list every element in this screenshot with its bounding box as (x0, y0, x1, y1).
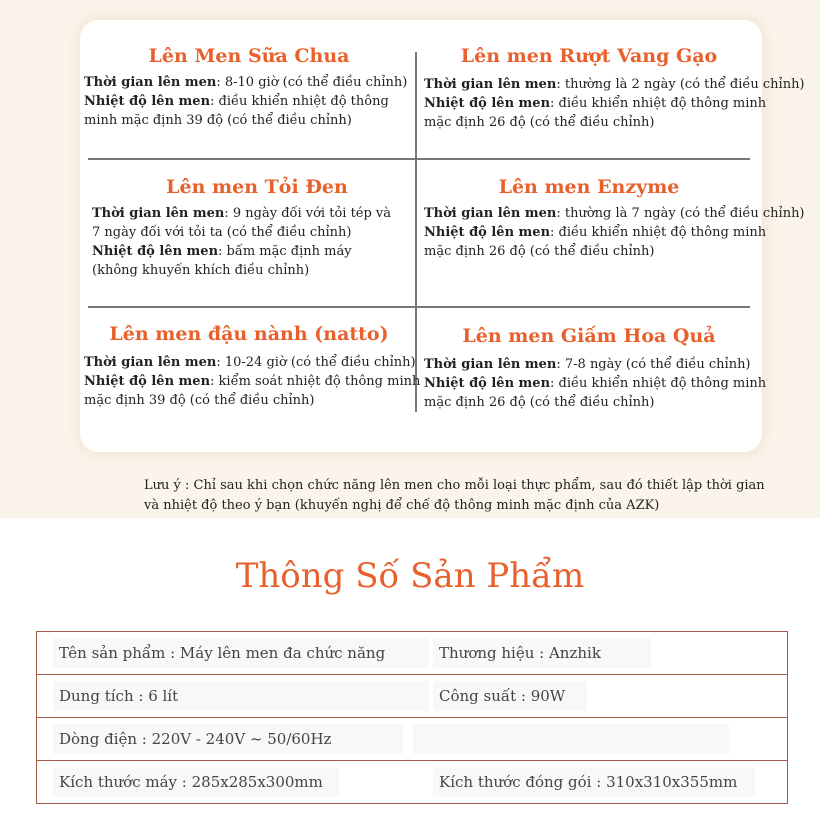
mode-title: Lên men Giấm Hoa Quả (462, 325, 716, 347)
mode-line: mặc định 26 độ (có thể điều chỉnh) (424, 244, 655, 259)
mode-line: mặc định 26 độ (có thể điều chỉnh) (424, 395, 655, 410)
mode-line: (không khuyến khích điều chỉnh) (92, 263, 310, 278)
specs-row (37, 717, 787, 760)
mode-line: Nhiệt độ lên men: bấm mặc định máy (92, 244, 352, 259)
note-line-1: Lưu ý : Chỉ sau khi chọn chức năng lên men cho mỗi loại thực phẩm, sau đó thiết lập thời gian (144, 478, 765, 493)
spec-power: Công suất : 90W (433, 681, 587, 711)
mode-rice-wine (424, 45, 805, 132)
mode-title: Lên Men Sữa Chua (148, 45, 350, 67)
specs-title: Thông Số Sản Phẩm (235, 556, 585, 596)
mode-line: Nhiệt độ lên men: điều khiển nhiệt độ thông (84, 94, 389, 109)
mode-line: mặc định 39 độ (có thể điều chỉnh) (84, 393, 315, 408)
specs-row (37, 760, 787, 803)
specs-table (36, 631, 788, 804)
mode-title: Lên men Tỏi Đen (166, 176, 348, 198)
mode-line: 7 ngày đối với tỏi ta (có thể điều chỉnh) (92, 225, 352, 240)
mode-line: Thời gian lên men: 10-24 giờ (có thể điều chỉnh) (84, 355, 416, 370)
spec-package-size: Kích thước đóng gói : 310x310x355mm (433, 767, 755, 797)
mode-line: Nhiệt độ lên men: điều khiển nhiệt độ thông minh (424, 225, 767, 240)
mode-title: Lên men Rượt Vang Gạo (460, 45, 718, 67)
specs-row (37, 632, 787, 674)
mode-yogurt (84, 45, 414, 130)
mode-line: Thời gian lên men: thường là 7 ngày (có thể điều chỉnh) (424, 206, 805, 221)
mode-fruit-vinegar (424, 325, 767, 412)
grid-divider-2 (88, 306, 750, 308)
note-line-2: và nhiệt độ theo ý bạn (khuyến nghị để chế độ thông minh mặc định của AZK) (144, 498, 660, 513)
mode-enzyme (424, 176, 805, 261)
grid-divider-1 (88, 158, 750, 160)
spec-machine-size: Kích thước máy : 285x285x300mm (53, 767, 339, 797)
mode-line: Nhiệt độ lên men: điều khiển nhiệt độ thông minh (424, 96, 767, 111)
spec-capacity: Dung tích : 6 lít (53, 681, 429, 711)
spec-brand: Thương hiệu : Anzhik (433, 638, 651, 668)
spec-voltage: Dòng điện : 220V - 240V ~ 50/60Hz (53, 724, 403, 754)
mode-title: Lên men đậu nành (natto) (109, 323, 389, 345)
mode-line: minh mặc định 39 độ (có thể điều chỉnh) (84, 113, 352, 128)
mode-natto (84, 323, 421, 410)
mode-line: mặc định 26 độ (có thể điều chỉnh) (424, 115, 655, 130)
mode-line: Nhiệt độ lên men: kiểm soát nhiệt độ thông minh (84, 374, 421, 389)
mode-line: Thời gian lên men: 7-8 ngày (có thể điều chỉnh) (424, 357, 751, 372)
mode-line: Thời gian lên men: 8-10 giờ (có thể điều chỉnh) (84, 75, 408, 90)
mode-black-garlic (92, 176, 422, 280)
mode-title: Lên men Enzyme (498, 176, 680, 198)
mode-line: Nhiệt độ lên men: điều khiển nhiệt độ thông minh (424, 376, 767, 391)
mode-line: Thời gian lên men: 9 ngày đối với tỏi tép và (92, 206, 392, 221)
specs-row (37, 674, 787, 717)
usage-note (144, 476, 794, 516)
spec-empty (413, 724, 729, 754)
mode-line: Thời gian lên men: thường là 2 ngày (có thể điều chỉnh) (424, 77, 805, 92)
spec-product-name: Tên sản phẩm : Máy lên men đa chức năng (53, 638, 429, 668)
